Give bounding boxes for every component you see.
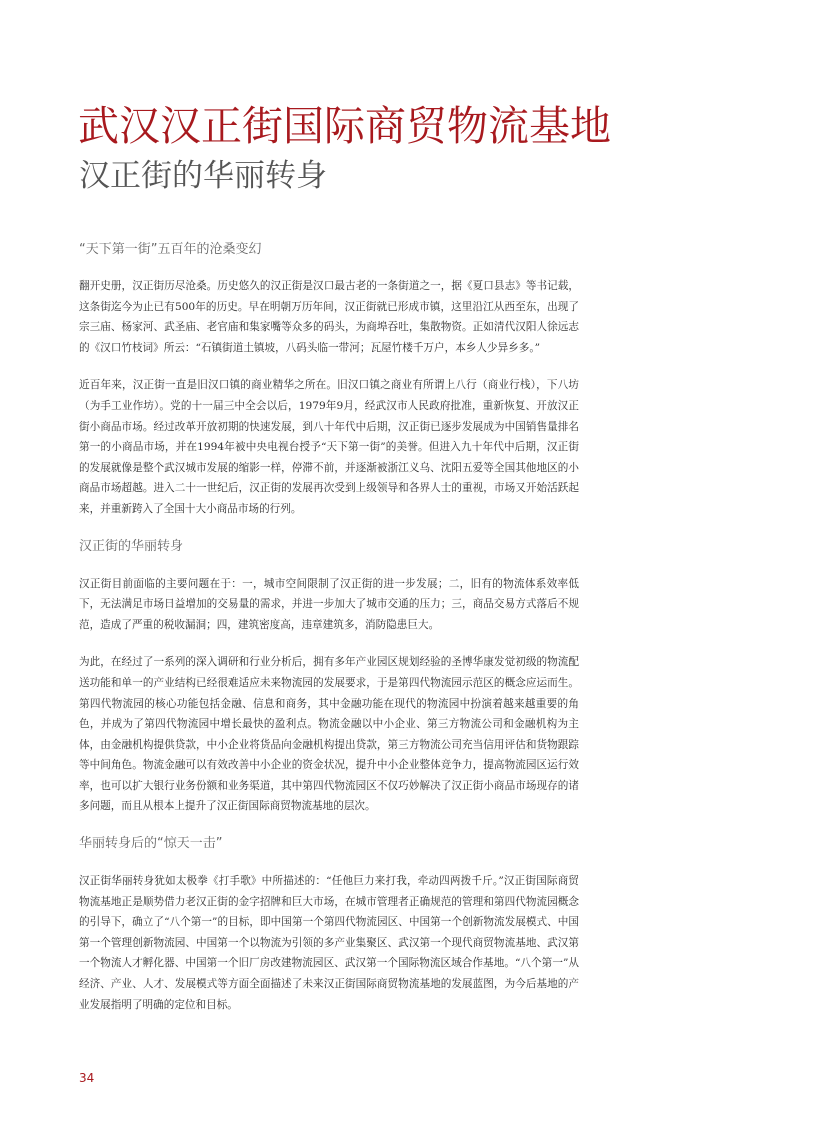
paragraph: 为此，在经过了一系列的深入调研和行业分析后，拥有多年产业园区规划经验的圣博华康发觉初级的物流配送功能和单一的产业结构已经很难适应未来物流园的发展要求，于是第四代物流园示范区的概念应运而生。第四代物流园的核心功能包括金融、信息和商务，其中金融功能在现代的物流园中扮演着越来越重要的角色，并成为了第四代物流园中增长最快的盈利点。物流金融以中小企业、第三方物流公司和金融机构为主体，由金融机构提供贷款，中小企业将货品向金融机构提出贷款，第三方物流公司充当信用评估和货物跟踪等中间角色。物流金融可以有效改善中小企业的资金状况，提升中小企业整体竞争力，提高物流园区运行效率，也可以扩大银行业务份额和业务渠道，其中第四代物流园区不仅巧妙解决了汉正街小商品市场现存的诸多问题，而且从根本上提升了汉正街国际商贸物流基地的层次。: [79, 656, 579, 813]
paragraph: 近百年来，汉正街一直是旧汉口镇的商业精华之所在。旧汉口镇之商业有所谓上八行（商业行栈），下八坊（为手工业作坊）。党的十一届三中全会以后，1979年9月，经武汉市人民政府批准，重新恢复、开放汉正街小商品市场。经过改革开放初期的快速发展，到八十年代中后期，汉正街已逐步发展成为中国销售量排名第一的小商品市场，并在1994年被中央电视台授予“天下第一街”的美誉。但进入九十年代中后期，汉正街的发展就像是整个武汉城市发展的缩影一样，停滞不前，并逐渐被浙江义乌、沈阳五爱等全国其他地区的小商品市场超越。进入二十一世纪后，汉正街的发展再次受到上级领导和各界人士的重视，市场又开始活跃起来，并重新跨入了全国十大小商品市场的行列。: [79, 379, 579, 515]
page-subtitle: 汉正街的华丽转身: [79, 158, 327, 194]
page-number: 34: [79, 1071, 95, 1085]
paragraph: 汉正街华丽转身犹如太极拳《打手歌》中所描述的：“任他巨力来打我，牵动四两拨千斤。”汉正街国际商贸物流基地正是顺势借力老汉正街的金字招牌和巨大市场，在城市管理者正确规范的管理和第四代物流园概念的引导下，确立了“八个第一”的目标，即中国第一个第四代物流园区、中国第一个创新物流发展模式、中国第一个管理创新物流园、中国第一个以物流为引领的多产业集聚区、武汉第一个现代商贸物流基地、武汉第一个物流人才孵化器、中国第一个旧厂房改建物流园区、武汉第一个国际物流区域合作基地。“八个第一”从经济、产业、人才、发展模式等方面全面描述了未来汉正街国际商贸物流基地的发展蓝图，为今后基地的产业发展指明了明确的定位和目标。: [79, 875, 579, 1011]
article-body: [79, 240, 579, 1032]
section-heading-transformation: 汉正街的华丽转身: [79, 538, 184, 554]
paragraph: 翻开史册，汉正街历尽沧桑。历史悠久的汉正街是汉口最古老的一条街道之一，据《夏口县志》等书记载，这条街迄今为止已有500年的历史。早在明朝万历年间，汉正街就已形成市镇，这里沿江从西至东，出现了宗三庙、杨家河、武圣庙、老官庙和集家嘴等众多的码头，为商埠吞吐，集散物资。正如清代汉阳人徐远志的《汉口竹枝词》所云：“石镇街道土镇坡，八码头临一带河；瓦屋竹楼千万户，本乡人少异乡多。”: [79, 280, 579, 354]
section-heading-history: “天下第一街”五百年的沧桑变幻: [79, 242, 262, 257]
page-title: 武汉汉正街国际商贸物流基地: [78, 102, 611, 150]
section-heading-strike: 华丽转身后的“惊天一击”: [79, 836, 223, 852]
paragraph: 汉正街目前面临的主要问题在于：一，城市空间限制了汉正街的进一步发展；二，旧有的物流体系效率低下，无法满足市场日益增加的交易量的需求，并进一步加大了城市交通的压力；三，商品交易方式落后不规范，造成了严重的税收漏洞；四，建筑密度高，违章建筑多，消防隐患巨大。: [79, 577, 579, 631]
